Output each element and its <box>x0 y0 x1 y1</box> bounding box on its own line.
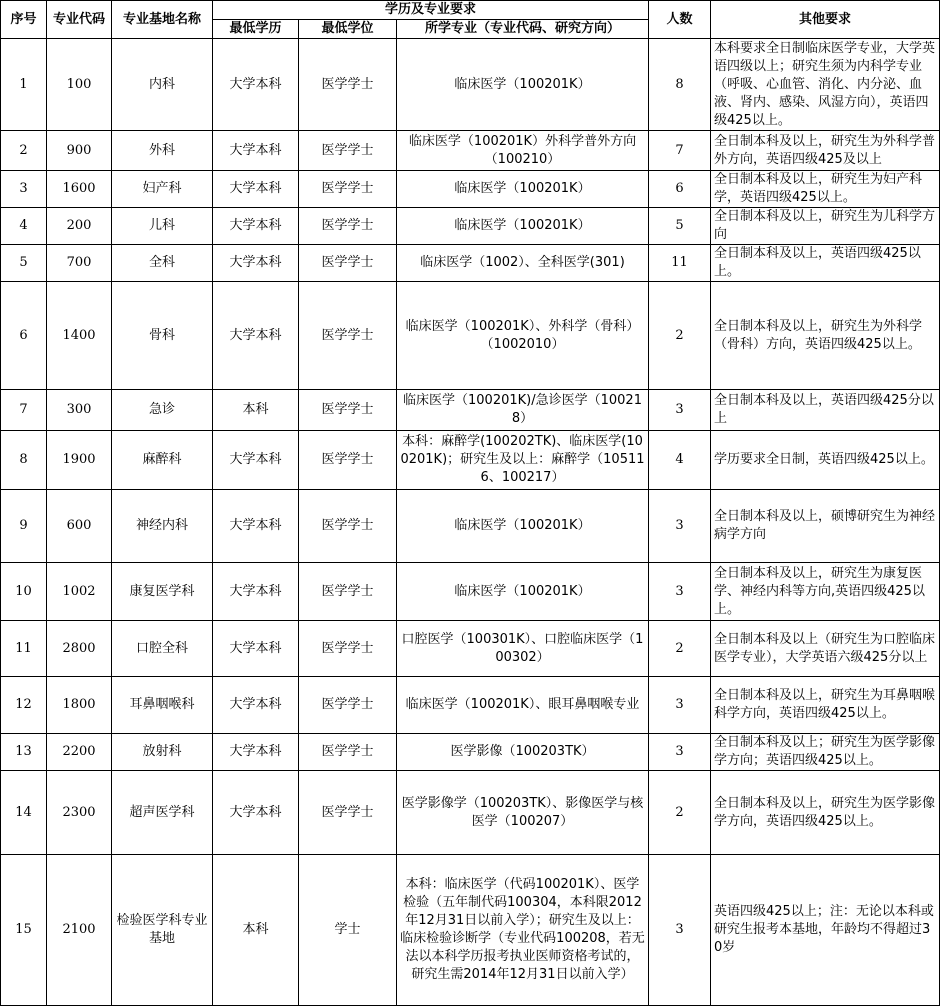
cell-seq: 15 <box>1 855 47 1006</box>
cell-edu: 本科 <box>213 390 299 431</box>
cell-degree: 医学学士 <box>299 131 397 171</box>
table-row <box>1 171 940 208</box>
cell-count: 2 <box>649 621 711 677</box>
cell-edu: 大学本科 <box>213 677 299 734</box>
cell-seq: 7 <box>1 390 47 431</box>
cell-count: 8 <box>649 39 711 131</box>
cell-degree: 医学学士 <box>299 282 397 390</box>
cell-major: 本科：麻醉学(100202TK)、临床医学(100201K)；研究生及以上：麻醉学（105116、100217） <box>397 431 649 490</box>
cell-count: 2 <box>649 282 711 390</box>
cell-count: 3 <box>649 677 711 734</box>
cell-degree: 医学学士 <box>299 490 397 563</box>
cell-count: 5 <box>649 208 711 245</box>
cell-name: 儿科 <box>112 208 213 245</box>
table-row <box>1 431 940 490</box>
cell-seq: 12 <box>1 677 47 734</box>
cell-edu: 大学本科 <box>213 734 299 771</box>
table-row <box>1 563 940 621</box>
cell-other: 本科要求全日制临床医学专业，大学英语四级以上；研究生须为内科学专业（呼吸、心血管、消化、内分泌、血液、肾内、感染、风湿方向），英语四级425以上。 <box>711 39 940 131</box>
cell-code: 1900 <box>47 431 112 490</box>
cell-code: 300 <box>47 390 112 431</box>
cell-edu: 大学本科 <box>213 490 299 563</box>
table-row <box>1 677 940 734</box>
cell-other: 全日制本科及以上，研究生为康复医学、神经内科等方向,英语四级425以上。 <box>711 563 940 621</box>
table-row <box>1 621 940 677</box>
cell-major: 临床医学（1002）、全科医学(301) <box>397 245 649 282</box>
cell-edu: 大学本科 <box>213 131 299 171</box>
cell-code: 100 <box>47 39 112 131</box>
cell-seq: 5 <box>1 245 47 282</box>
cell-other: 全日制本科及以上，研究生为妇产科学，英语四级425以上。 <box>711 171 940 208</box>
cell-edu: 大学本科 <box>213 208 299 245</box>
cell-other: 全日制本科及以上，研究生为外科学（骨科）方向，英语四级425以上。 <box>711 282 940 390</box>
cell-major: 临床医学（100201K)/急诊医学（100218） <box>397 390 649 431</box>
cell-code: 2200 <box>47 734 112 771</box>
table-row <box>1 855 940 1006</box>
cell-degree: 医学学士 <box>299 621 397 677</box>
header-min-edu: 最低学历 <box>213 20 299 39</box>
cell-count: 6 <box>649 171 711 208</box>
cell-major: 临床医学（100201K） <box>397 490 649 563</box>
table-row <box>1 282 940 390</box>
table-row <box>1 245 940 282</box>
header-major: 所学专业（专业代码、研究方向） <box>397 20 649 39</box>
cell-code: 1600 <box>47 171 112 208</box>
header-other: 其他要求 <box>711 1 940 39</box>
cell-major: 临床医学（100201K）、眼耳鼻咽喉专业 <box>397 677 649 734</box>
header-min-degree: 最低学位 <box>299 20 397 39</box>
cell-major: 临床医学（100201K）、外科学（骨科）（1002010） <box>397 282 649 390</box>
table-header <box>1 1 940 39</box>
table-body <box>1 39 940 1006</box>
cell-degree: 医学学士 <box>299 563 397 621</box>
cell-degree: 医学学士 <box>299 39 397 131</box>
cell-name: 神经内科 <box>112 490 213 563</box>
cell-count: 3 <box>649 490 711 563</box>
cell-other: 全日制本科及以上，英语四级425分以上 <box>711 390 940 431</box>
cell-code: 2300 <box>47 771 112 855</box>
cell-code: 1400 <box>47 282 112 390</box>
cell-other: 全日制本科及以上，研究生为儿科学方向 <box>711 208 940 245</box>
cell-edu: 本科 <box>213 855 299 1006</box>
cell-count: 4 <box>649 431 711 490</box>
cell-name: 超声医学科 <box>112 771 213 855</box>
cell-degree: 学士 <box>299 855 397 1006</box>
cell-major: 医学影像学（100203TK）、影像医学与核医学（100207） <box>397 771 649 855</box>
cell-degree: 医学学士 <box>299 390 397 431</box>
cell-edu: 大学本科 <box>213 431 299 490</box>
cell-edu: 大学本科 <box>213 621 299 677</box>
cell-other: 全日制本科及以上，研究生为耳鼻咽喉科学方向，英语四级425以上。 <box>711 677 940 734</box>
cell-name: 康复医学科 <box>112 563 213 621</box>
cell-degree: 医学学士 <box>299 677 397 734</box>
cell-major: 临床医学（100201K） <box>397 563 649 621</box>
cell-seq: 14 <box>1 771 47 855</box>
table-row <box>1 771 940 855</box>
cell-seq: 4 <box>1 208 47 245</box>
cell-degree: 医学学士 <box>299 171 397 208</box>
table-row <box>1 390 940 431</box>
cell-seq: 3 <box>1 171 47 208</box>
cell-other: 学历要求全日制，英语四级425以上。 <box>711 431 940 490</box>
cell-name: 麻醉科 <box>112 431 213 490</box>
table-row <box>1 208 940 245</box>
cell-name: 放射科 <box>112 734 213 771</box>
header-seq: 序号 <box>1 1 47 39</box>
cell-other: 全日制本科及以上；研究生为医学影像学方向；英语四级425以上。 <box>711 734 940 771</box>
cell-name: 急诊 <box>112 390 213 431</box>
cell-seq: 10 <box>1 563 47 621</box>
cell-code: 900 <box>47 131 112 171</box>
cell-seq: 6 <box>1 282 47 390</box>
cell-code: 1002 <box>47 563 112 621</box>
cell-name: 口腔全科 <box>112 621 213 677</box>
cell-major: 临床医学（100201K） <box>397 171 649 208</box>
header-group: 学历及专业要求 <box>213 1 649 20</box>
cell-count: 3 <box>649 563 711 621</box>
cell-other: 全日制本科及以上，研究生为外科学普外方向，英语四级425及以上 <box>711 131 940 171</box>
cell-seq: 11 <box>1 621 47 677</box>
cell-major: 口腔医学（100301K）、口腔临床医学（100302） <box>397 621 649 677</box>
header-name: 专业基地名称 <box>112 1 213 39</box>
cell-name: 全科 <box>112 245 213 282</box>
cell-name: 检验医学科专业基地 <box>112 855 213 1006</box>
cell-major: 临床医学（100201K） <box>397 39 649 131</box>
cell-count: 3 <box>649 855 711 1006</box>
cell-count: 11 <box>649 245 711 282</box>
cell-degree: 医学学士 <box>299 208 397 245</box>
cell-major: 本科：临床医学（代码100201K）、医学检验（五年制代码100304，本科限2012年12月31日以前入学）；研究生及以上：临床检验诊断学（专业代码100208，若无法以本科学历报考执业医师资格考试的，研究生需2014年12月31日以前入学） <box>397 855 649 1006</box>
cell-other: 全日制本科及以上，硕博研究生为神经病学方向 <box>711 490 940 563</box>
cell-code: 2100 <box>47 855 112 1006</box>
cell-code: 600 <box>47 490 112 563</box>
cell-edu: 大学本科 <box>213 563 299 621</box>
cell-major: 临床医学（100201K） <box>397 208 649 245</box>
cell-count: 3 <box>649 734 711 771</box>
cell-major: 临床医学（100201K）外科学普外方向（100210） <box>397 131 649 171</box>
cell-count: 2 <box>649 771 711 855</box>
table-row <box>1 131 940 171</box>
cell-other: 全日制本科及以上（研究生为口腔临床医学专业），大学英语六级425分以上 <box>711 621 940 677</box>
cell-edu: 大学本科 <box>213 171 299 208</box>
cell-other: 全日制本科及以上，英语四级425以上。 <box>711 245 940 282</box>
cell-edu: 大学本科 <box>213 771 299 855</box>
cell-count: 7 <box>649 131 711 171</box>
table-row <box>1 490 940 563</box>
cell-code: 1800 <box>47 677 112 734</box>
cell-degree: 医学学士 <box>299 771 397 855</box>
cell-code: 700 <box>47 245 112 282</box>
cell-name: 骨科 <box>112 282 213 390</box>
cell-edu: 大学本科 <box>213 245 299 282</box>
cell-code: 2800 <box>47 621 112 677</box>
cell-other: 英语四级425以上；注：无论以本科或研究生报考本基地，年龄均不得超过30岁 <box>711 855 940 1006</box>
header-code: 专业代码 <box>47 1 112 39</box>
cell-seq: 8 <box>1 431 47 490</box>
cell-code: 200 <box>47 208 112 245</box>
cell-seq: 13 <box>1 734 47 771</box>
cell-degree: 医学学士 <box>299 734 397 771</box>
cell-seq: 9 <box>1 490 47 563</box>
cell-seq: 2 <box>1 131 47 171</box>
cell-name: 耳鼻咽喉科 <box>112 677 213 734</box>
cell-name: 内科 <box>112 39 213 131</box>
cell-degree: 医学学士 <box>299 245 397 282</box>
cell-other: 全日制本科及以上，研究生为医学影像学方向，英语四级425以上。 <box>711 771 940 855</box>
table-row <box>1 734 940 771</box>
cell-name: 妇产科 <box>112 171 213 208</box>
header-count: 人数 <box>649 1 711 39</box>
table-row <box>1 39 940 131</box>
cell-degree: 医学学士 <box>299 431 397 490</box>
cell-major: 医学影像（100203TK） <box>397 734 649 771</box>
cell-edu: 大学本科 <box>213 39 299 131</box>
cell-edu: 大学本科 <box>213 282 299 390</box>
cell-seq: 1 <box>1 39 47 131</box>
cell-name: 外科 <box>112 131 213 171</box>
cell-count: 3 <box>649 390 711 431</box>
